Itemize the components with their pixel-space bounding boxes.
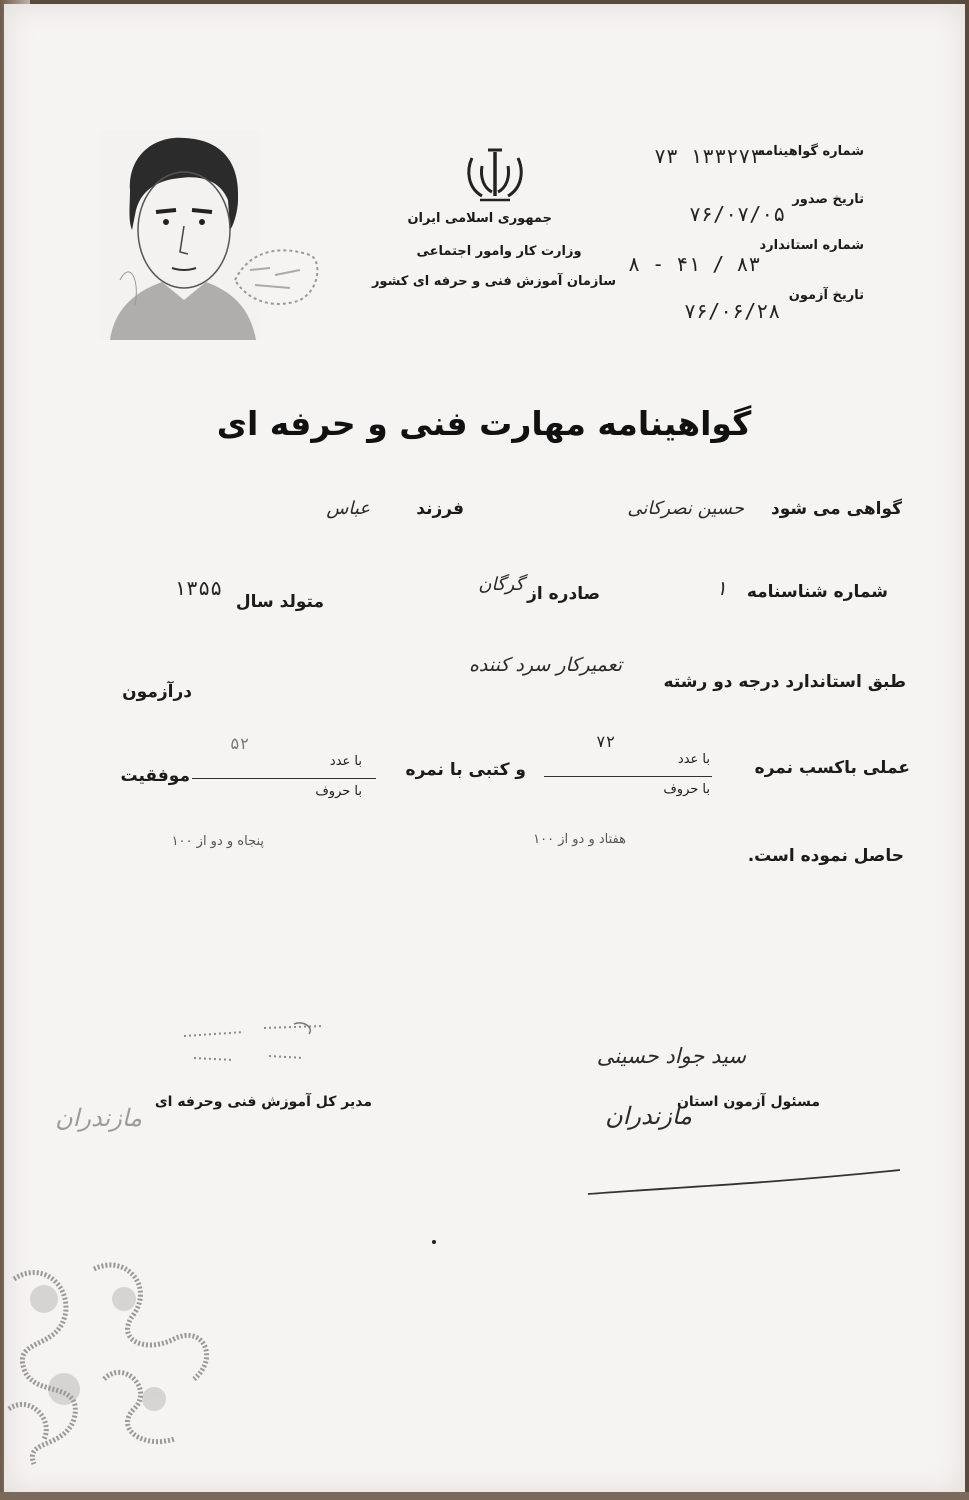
left-signatory-title: مدیر کل آموزش فنی وحرفه ای	[154, 1094, 372, 1110]
certificate-number-value: ۷۳ ۱۳۳۲۷۳	[654, 144, 763, 168]
left-signatory-province: مازندران	[55, 1104, 142, 1132]
exam-date-label: تاریخ آزمون	[788, 288, 864, 303]
standard-number-value: ۸ - ۴۱ / ۸۳	[628, 252, 761, 276]
born-year-value: ۱۳۵۵	[174, 576, 223, 600]
field-value: تعمیرکار سرد کننده	[468, 654, 622, 676]
written-by-number-label: با عدد	[329, 754, 362, 769]
right-signatory-name: سید جواد حسینی	[596, 1044, 746, 1068]
issued-from-label: صادره از	[527, 584, 600, 604]
standard-label: طبق استاندارد درجه دو رشته	[663, 672, 906, 692]
child-of-label: فرزند	[416, 499, 464, 519]
ink-dot	[432, 1240, 436, 1244]
written-score-value: ۵۲	[230, 734, 250, 753]
written-by-letters-label: با حروف	[315, 784, 362, 799]
practical-by-number-label: با عدد	[677, 752, 710, 767]
decorative-border-ornament	[4, 1259, 224, 1469]
achieved-label: حاصل نموده است.	[747, 846, 904, 866]
iran-emblem-icon	[462, 146, 528, 204]
written-label: و کتبی با نمره	[405, 760, 526, 780]
exam-date-value: ۷۶/۰۶/۲۸	[684, 299, 781, 323]
left-signature-icon	[174, 1018, 344, 1068]
practical-score-words: هفتاد و دو از ۱۰۰	[533, 832, 626, 847]
certificate-number-label: شماره گواهینامه	[757, 144, 864, 159]
certify-label: گواهی می شود	[770, 499, 902, 519]
id-number-label: شماره شناسنامه	[746, 582, 888, 602]
right-signatory-title: مسئول آزمون استان	[676, 1094, 820, 1110]
background-bottom-edge	[0, 1492, 969, 1500]
written-score-line	[192, 778, 376, 779]
org-organization: سازمان آموزش فنی و حرفه ای کشور	[371, 274, 617, 289]
right-signature-line	[584, 1154, 904, 1200]
practical-by-letters-label: با حروف	[663, 782, 710, 797]
success-label: موفقیت	[120, 766, 190, 786]
certificate-title: گواهینامه مهارت فنی و حرفه ای	[216, 404, 752, 443]
right-signatory-province: مازندران	[605, 1102, 692, 1130]
org-ministry: وزارت کار وامور اجتماعی	[416, 244, 582, 259]
born-year-label: متولد سال	[235, 592, 324, 612]
practical-score-line	[544, 776, 712, 777]
standard-number-label: شماره استاندارد	[759, 238, 864, 253]
issued-from-value: گرگان	[478, 574, 524, 595]
org-country: جمهوری اسلامی ایران	[407, 211, 552, 226]
written-score-words: پنجاه و دو از ۱۰۰	[171, 834, 264, 849]
issue-date-value: ۷۶/۰۷/۰۵	[689, 202, 786, 226]
exam-label: درآزمون	[122, 682, 192, 702]
photo-stamp	[230, 240, 326, 310]
father-name: عباس	[326, 498, 370, 519]
issue-date-label: تاریخ صدور	[792, 192, 864, 207]
id-number-value: ۱	[716, 576, 727, 600]
practical-score-value: ۷۲	[596, 732, 616, 751]
person-name: حسین نصرکانی	[627, 498, 744, 519]
practical-label: عملی باکسب نمره	[754, 758, 910, 778]
certificate-page	[4, 4, 965, 1494]
